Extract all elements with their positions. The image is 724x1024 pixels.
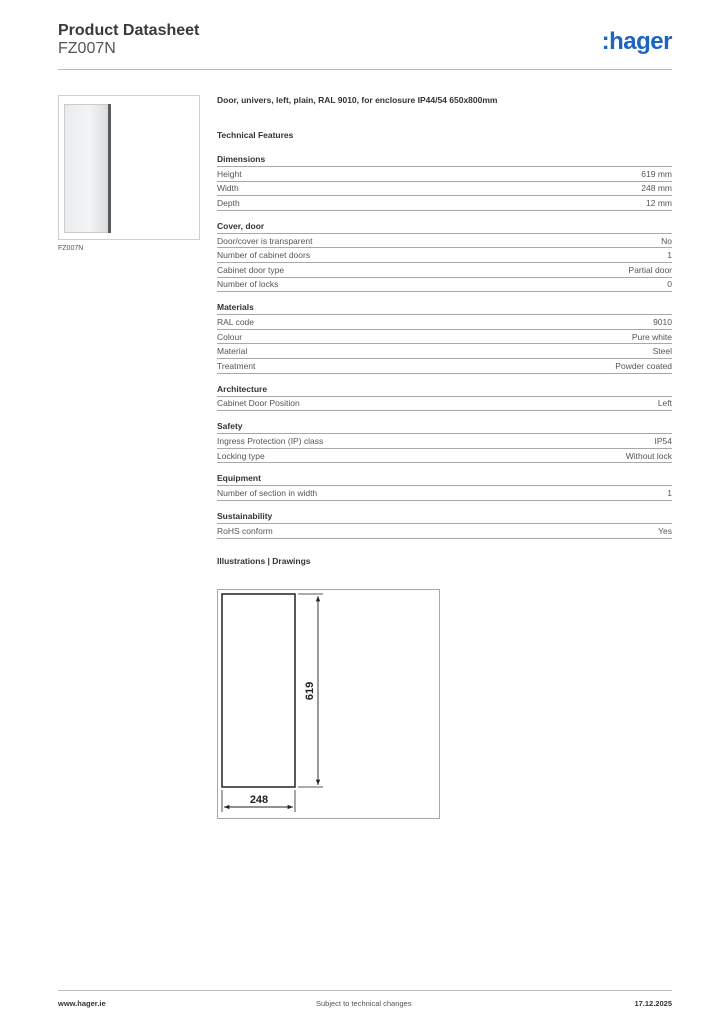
feature-label: Number of locks: [217, 279, 279, 290]
footer-notice: Subject to technical changes: [316, 999, 412, 1008]
feature-row: [217, 167, 672, 182]
product-image: [58, 95, 200, 240]
feature-label: Height: [217, 168, 242, 179]
feature-sections: [217, 154, 672, 539]
feature-value: 248 mm: [641, 183, 672, 194]
feature-label: Locking type: [217, 450, 265, 461]
document-title: Product Datasheet: [58, 22, 200, 39]
feature-row: [217, 248, 672, 263]
section-title: Equipment: [217, 473, 672, 486]
door-panel-image: [64, 104, 110, 233]
feature-value: Left: [657, 398, 672, 409]
feature-value: Without lock: [625, 450, 672, 461]
feature-row: [217, 315, 672, 330]
feature-row: [217, 359, 672, 374]
feature-row: [217, 330, 672, 345]
illustrations-heading: Illustrations | Drawings: [217, 555, 311, 566]
feature-row: [217, 263, 672, 278]
section-title: Dimensions: [217, 154, 672, 167]
feature-value: Yes: [658, 525, 672, 536]
feature-value: 1: [667, 488, 672, 499]
door-outline: [222, 594, 295, 787]
feature-value: 9010: [653, 316, 672, 327]
feature-label: Cabinet door type: [217, 264, 285, 275]
feature-row: [217, 278, 672, 293]
section-title: Materials: [217, 302, 672, 315]
feature-section: [217, 384, 672, 412]
technical-features-heading: Technical Features: [217, 130, 294, 140]
dimension-drawing: [217, 589, 440, 819]
feature-value: No: [661, 235, 672, 246]
feature-label: Material: [217, 346, 248, 357]
feature-section: [217, 421, 672, 463]
feature-value: Pure white: [631, 331, 672, 342]
feature-label: Depth: [217, 197, 240, 208]
feature-section: [217, 302, 672, 373]
feature-value: 0: [667, 279, 672, 290]
feature-row: [217, 196, 672, 211]
product-details: [217, 95, 672, 572]
feature-row: [217, 449, 672, 464]
feature-row: [217, 486, 672, 501]
width-dimension-label: 248: [249, 794, 269, 806]
feature-value: 1: [667, 250, 672, 261]
footer-date: 17.12.2025: [634, 999, 672, 1008]
feature-row: [217, 344, 672, 359]
dimension-drawing-svg: [218, 590, 441, 820]
feature-label: Colour: [217, 331, 243, 342]
feature-value: IP54: [654, 435, 672, 446]
feature-row: [217, 182, 672, 197]
feature-label: Cabinet Door Position: [217, 398, 300, 409]
feature-row: [217, 524, 672, 539]
page-footer: [58, 990, 672, 1010]
feature-value: 12 mm: [646, 197, 672, 208]
feature-section: [217, 511, 672, 539]
feature-section: [217, 221, 672, 292]
feature-label: Number of section in width: [217, 488, 318, 499]
feature-label: Door/cover is transparent: [217, 235, 313, 246]
product-image-caption: FZ007N: [58, 245, 84, 252]
footer-website: www.hager.ie: [58, 999, 106, 1008]
feature-label: Treatment: [217, 360, 256, 371]
product-code: FZ007N: [58, 40, 116, 57]
feature-value: Steel: [652, 346, 672, 357]
feature-value: Powder coated: [615, 360, 672, 371]
feature-row: [217, 434, 672, 449]
feature-section: [217, 473, 672, 501]
door-edge-image: [108, 104, 111, 233]
section-title: Architecture: [217, 384, 672, 397]
feature-row: [217, 234, 672, 249]
feature-label: Width: [217, 183, 239, 194]
height-dimension-label: 619: [304, 681, 316, 701]
feature-row: [217, 397, 672, 412]
feature-value: Partial door: [628, 264, 672, 275]
section-title: Safety: [217, 421, 672, 434]
hager-logo: :hager: [601, 28, 672, 55]
feature-label: Ingress Protection (IP) class: [217, 435, 324, 446]
feature-value: 619 mm: [641, 168, 672, 179]
page-header: [58, 20, 672, 70]
product-description: Door, univers, left, plain, RAL 9010, for enclosure IP44/54 650x800mm: [217, 95, 498, 105]
section-title: Cover, door: [217, 221, 672, 234]
feature-section: [217, 154, 672, 211]
feature-label: Number of cabinet doors: [217, 250, 311, 261]
feature-label: RAL code: [217, 316, 255, 327]
feature-label: RoHS conform: [217, 525, 273, 536]
section-title: Sustainability: [217, 511, 672, 524]
